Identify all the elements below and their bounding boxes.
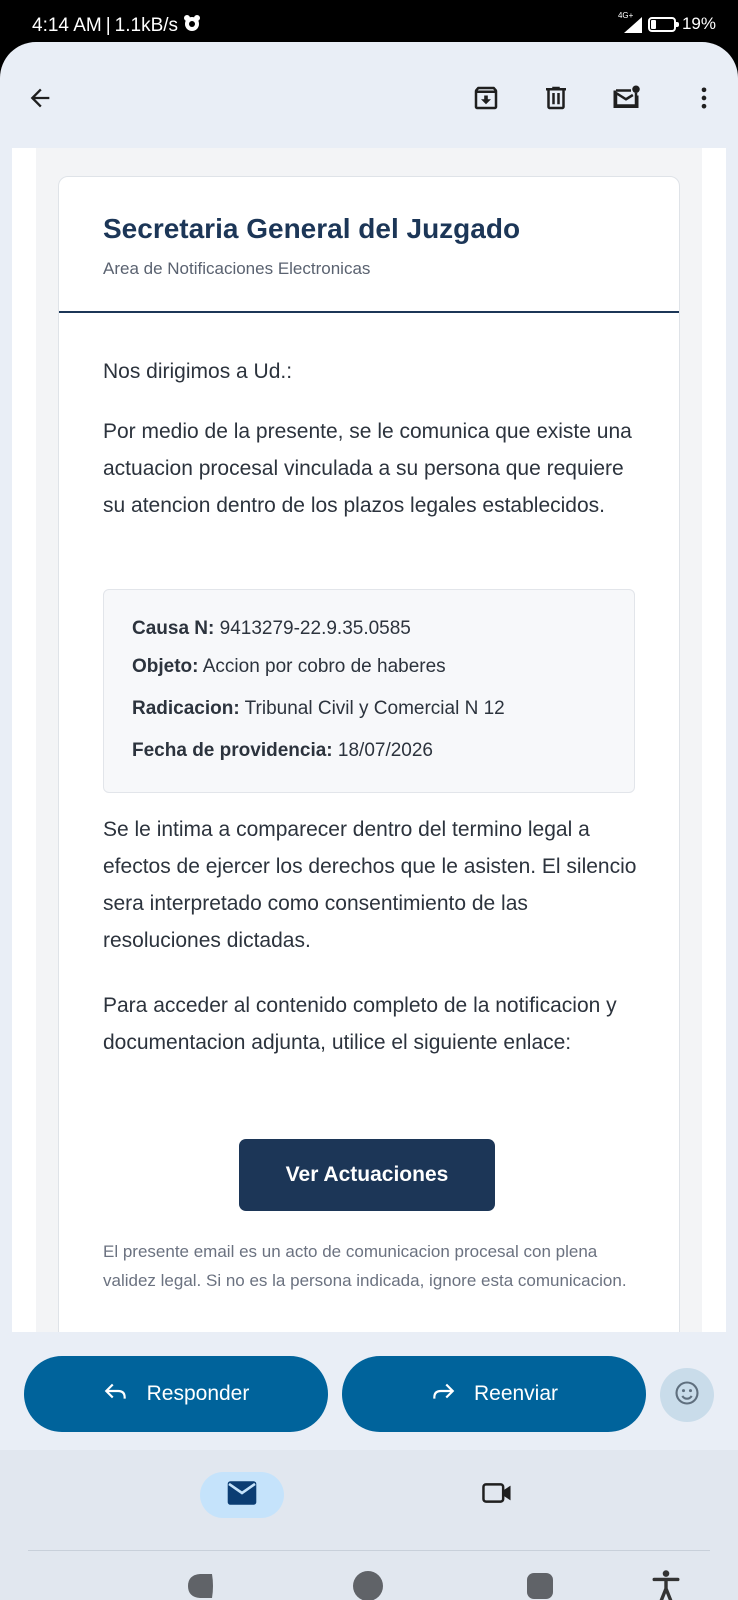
email-body-scroll[interactable] (12, 148, 726, 1332)
fecha-label: Fecha de providencia: (132, 740, 333, 761)
status-time: 4:14 AM (32, 15, 102, 36)
back-arrow-icon[interactable] (20, 78, 60, 118)
signal-icon (617, 11, 642, 33)
system-back-icon[interactable] (182, 1568, 218, 1600)
objeto-label: Objeto: (132, 656, 199, 677)
greeting-text: Nos dirigimos a Ud.: (103, 360, 293, 383)
more-vert-icon[interactable] (684, 78, 724, 118)
accessibility-icon[interactable] (648, 1568, 684, 1600)
forward-label: Reenviar (473, 1382, 559, 1405)
paragraph-intro: Por medio de la presente, se le comunica que existe una actuacion procesal vinculada a su persona que requiere su atencion dentro de los plazos legales establecidos. (103, 420, 632, 517)
status-right (617, 11, 716, 34)
archive-icon[interactable] (466, 78, 506, 118)
email-card (58, 176, 680, 1332)
system-home-icon[interactable] (350, 1568, 386, 1600)
network-type: 4G+ (617, 11, 634, 20)
nav-mail-tab[interactable] (200, 1472, 284, 1518)
card-title: Secretaria General del Juzgado (103, 213, 521, 244)
radicacion-label: Radicacion: (132, 698, 240, 719)
video-camera-icon (481, 1480, 513, 1511)
card-header (59, 177, 679, 313)
mail-icon (226, 1480, 258, 1511)
reply-icon (103, 1380, 129, 1408)
bottom-navigation (0, 1450, 738, 1600)
fecha-value: 18/07/2026 (337, 740, 433, 761)
card-subtitle: Area de Notificaciones Electronicas (103, 259, 371, 278)
forward-button[interactable] (342, 1356, 646, 1432)
battery-icon (648, 17, 676, 32)
fecha-row (132, 732, 634, 770)
objeto-row (132, 648, 634, 686)
radicacion-row (132, 690, 634, 728)
radicacion-value: Tribunal Civil y Comercial N 12 (244, 698, 505, 719)
forward-icon (430, 1380, 456, 1408)
case-details-box (103, 589, 635, 793)
battery-percent: 19% (681, 14, 716, 33)
top-toolbar (0, 42, 738, 148)
emoji-icon (673, 1379, 701, 1412)
status-speed: 1.1kB/s (114, 15, 179, 36)
causa-row (132, 610, 634, 648)
nav-meet-tab[interactable] (476, 1474, 518, 1516)
ver-actuaciones-button[interactable]: Ver Actuaciones (239, 1139, 495, 1211)
emoji-reaction-button[interactable] (660, 1368, 714, 1422)
paragraph-intimation: Se le intima a comparecer dentro del termino legal a efectos de ejercer los derechos que le asisten. El silencio sera interpretado como consentimiento de las resoluciones dictadas. (103, 818, 637, 952)
email-actions-bar (0, 1332, 738, 1450)
gmail-app (0, 42, 738, 1600)
mark-unread-icon[interactable] (606, 78, 646, 118)
legal-footnote: El presente email es un acto de comunicacion procesal con plena validez legal. Si no es la persona indicada, ignore esta comunicacion. (103, 1242, 627, 1290)
notification-icon (182, 14, 202, 38)
reply-button[interactable] (24, 1356, 328, 1432)
reply-label: Responder (146, 1382, 250, 1405)
causa-value: 9413279-22.9.35.0585 (219, 618, 411, 639)
causa-label: Causa N: (132, 618, 215, 639)
delete-icon[interactable] (536, 78, 576, 118)
status-separator: | (105, 15, 111, 36)
objeto-value: Accion por cobro de haberes (202, 656, 446, 677)
status-left (32, 14, 202, 38)
system-recents-icon[interactable] (522, 1568, 558, 1600)
nav-divider (28, 1550, 710, 1551)
paragraph-access: Para acceder al contenido completo de la notificacion y documentacion adjunta, utilice el siguiente enlace: (103, 994, 617, 1054)
